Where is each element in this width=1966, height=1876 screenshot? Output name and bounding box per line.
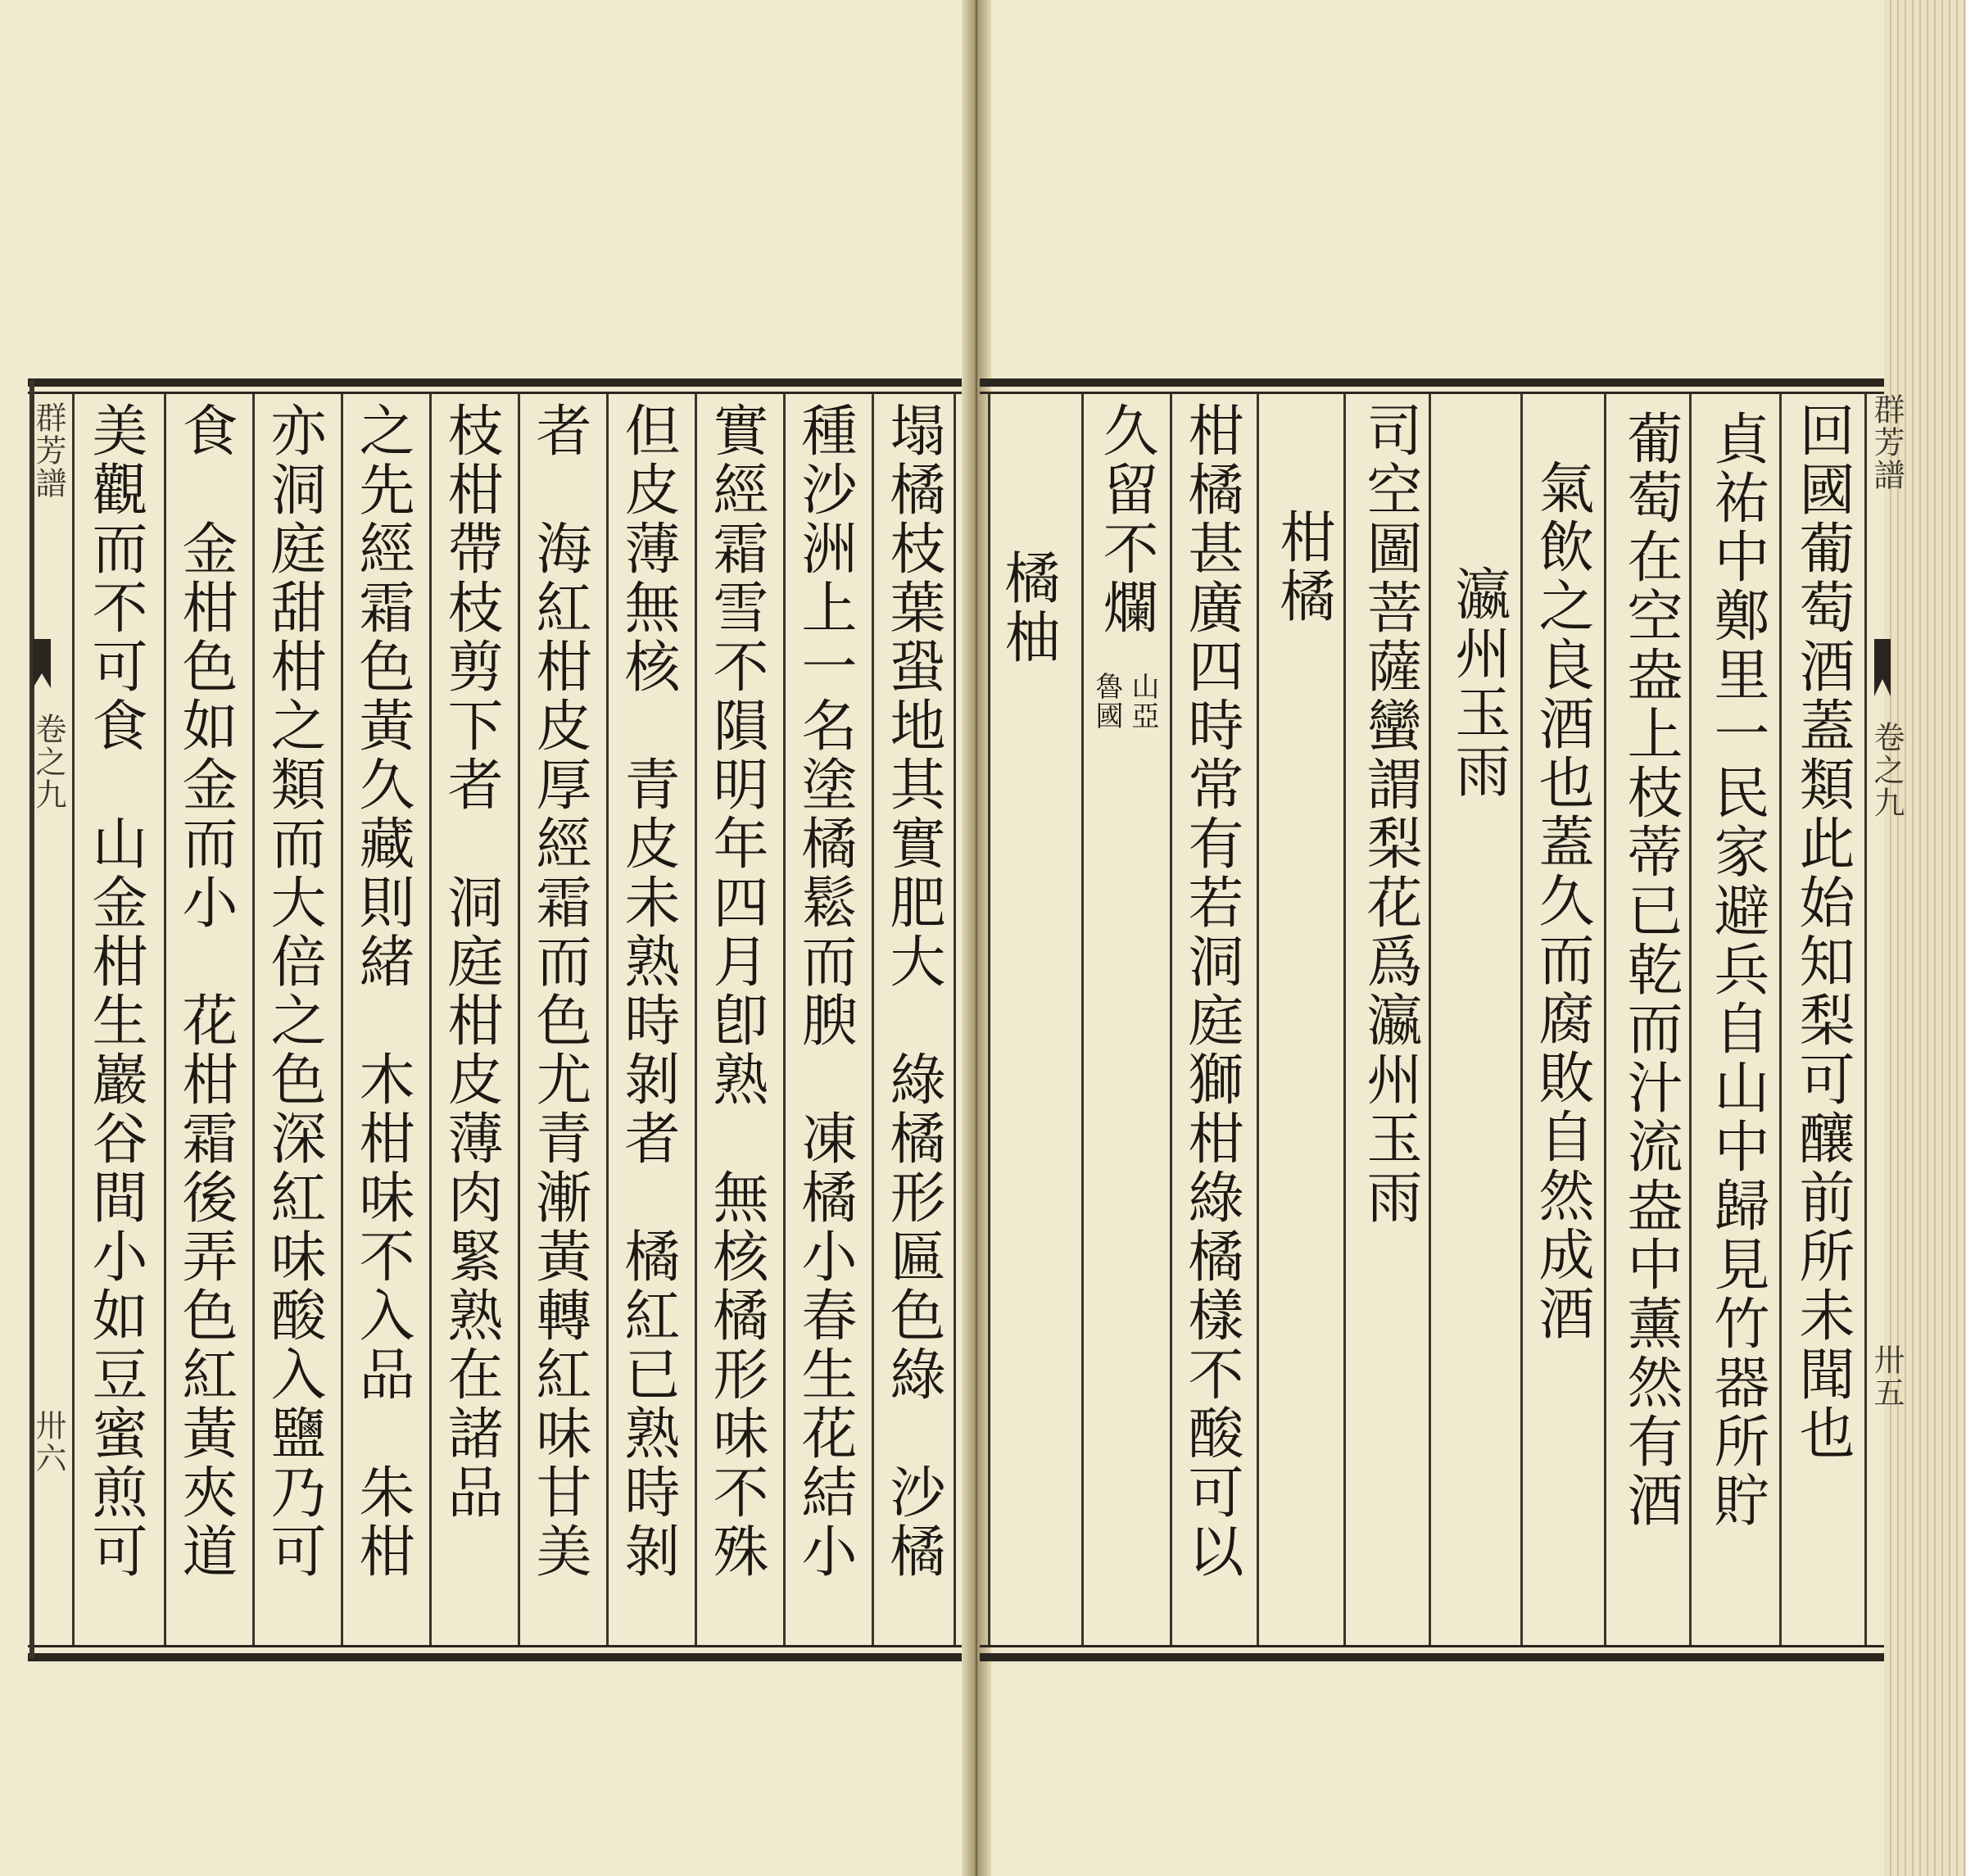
left-column-divider — [695, 393, 697, 1645]
left-column-divider — [72, 393, 75, 1645]
left-column-divider — [872, 393, 874, 1645]
left-column-divider — [518, 393, 520, 1645]
left-frame-bottom-rule — [28, 1653, 962, 1661]
right-column-divider — [1604, 393, 1606, 1645]
right-column-divider — [1170, 393, 1172, 1645]
right-text-column-2: 貞祐中鄭里一民家避兵自山中歸見竹器所貯 — [1705, 410, 1769, 1530]
right-text-column-6: 司空圖菩薩蠻謂梨花爲瀛州玉雨 — [1357, 401, 1422, 1227]
left-margin-title: 群芳譜 — [30, 401, 66, 500]
left-column-divider — [429, 393, 432, 1645]
right-column-divider — [1257, 393, 1259, 1645]
right-text-column-4: 氣飲之良酒也蓋久而腐敗自然成酒 — [1529, 459, 1594, 1344]
left-column-divider — [341, 393, 343, 1645]
left-column-divider — [164, 393, 166, 1645]
source-annotation-b: 魯國 — [1090, 672, 1123, 731]
left-text-column-10: 美觀而不可食 山金柑生巖谷間小如豆蜜煎可 — [83, 401, 147, 1581]
right-frame-bottom-inner-rule — [980, 1645, 1884, 1647]
right-column-divider — [1429, 393, 1431, 1645]
left-text-column-8: 亦洞庭甜柑之類而大倍之色深紅味酸入鹽乃可 — [261, 401, 326, 1581]
right-column-divider — [1520, 393, 1523, 1645]
left-margin-volume: 卷之九 — [30, 713, 66, 811]
right-heading-ganju: 柑橘 — [1271, 508, 1335, 626]
right-column-divider — [1081, 393, 1084, 1645]
left-margin-folio: 卅六 — [30, 1409, 66, 1475]
left-column-divider — [954, 393, 956, 1645]
right-margin-folio: 卅五 — [1869, 1344, 1905, 1409]
left-text-column-1: 塌橘枝葉蛩地其實肥大 綠橘形匾色綠 沙橘 — [881, 401, 945, 1581]
right-frame-top-rule — [980, 378, 1884, 387]
right-column-divider — [1689, 393, 1692, 1645]
right-heading-juyou: 橘柚 — [995, 549, 1060, 667]
left-frame-top-inner-rule — [28, 392, 962, 394]
left-frame-bottom-inner-rule — [28, 1645, 962, 1647]
left-text-column-4: 但皮薄無核 青皮未熟時剝者 橘紅已熟時剝 — [615, 401, 680, 1581]
right-frame-top-inner-rule — [980, 392, 1884, 394]
right-text-column-9: 久留不爛 — [1094, 401, 1158, 637]
left-column-divider — [606, 393, 609, 1645]
right-margin-title: 群芳譜 — [1869, 393, 1905, 492]
right-column-divider — [1779, 393, 1782, 1645]
left-text-column-3: 實經霜雪不隕明年四月卽熟 無核橘形味不殊 — [704, 401, 768, 1581]
left-column-divider — [783, 393, 786, 1645]
right-text-column-3: 葡萄在空盎上枝蒂已乾而汁流盎中薰然有酒 — [1618, 410, 1683, 1530]
right-column-divider — [988, 393, 990, 1645]
right-margin-volume: 卷之九 — [1869, 721, 1905, 819]
page-edges — [1884, 0, 1966, 1876]
right-text-column-1: 回國葡萄酒蓋類此始知梨可釀前所未聞也 — [1790, 401, 1855, 1463]
left-text-column-9: 食 金柑色如金而小 花柑霜後弄色紅黃夾道 — [173, 401, 238, 1581]
right-text-column-8: 柑橘甚廣四時常有若洞庭獅柑綠橘樣不酸可以 — [1179, 401, 1243, 1581]
left-text-column-6: 枝柑帶枝剪下者 洞庭柑皮薄肉緊熟在諸品 — [438, 401, 503, 1522]
left-frame-top-rule — [28, 378, 962, 387]
right-frame-bottom-rule — [980, 1653, 1884, 1661]
right-column-divider — [1864, 393, 1867, 1645]
left-text-column-2: 種沙洲上一名塗橘鬆而腴 凍橘小春生花結小 — [792, 401, 857, 1581]
left-text-column-5: 者 海紅柑皮厚經霜而色尤青漸黃轉紅味甘美 — [527, 401, 591, 1581]
book-gutter — [962, 0, 991, 1876]
right-heading-yingzhou-yuyu: 瀛州玉雨 — [1446, 565, 1511, 801]
source-annotation-a: 山亞 — [1126, 672, 1159, 731]
left-column-divider — [252, 393, 255, 1645]
left-text-column-7: 之先經霜色黃久藏則緒 木柑味不入品 朱柑 — [350, 401, 414, 1581]
right-column-divider — [1343, 393, 1346, 1645]
